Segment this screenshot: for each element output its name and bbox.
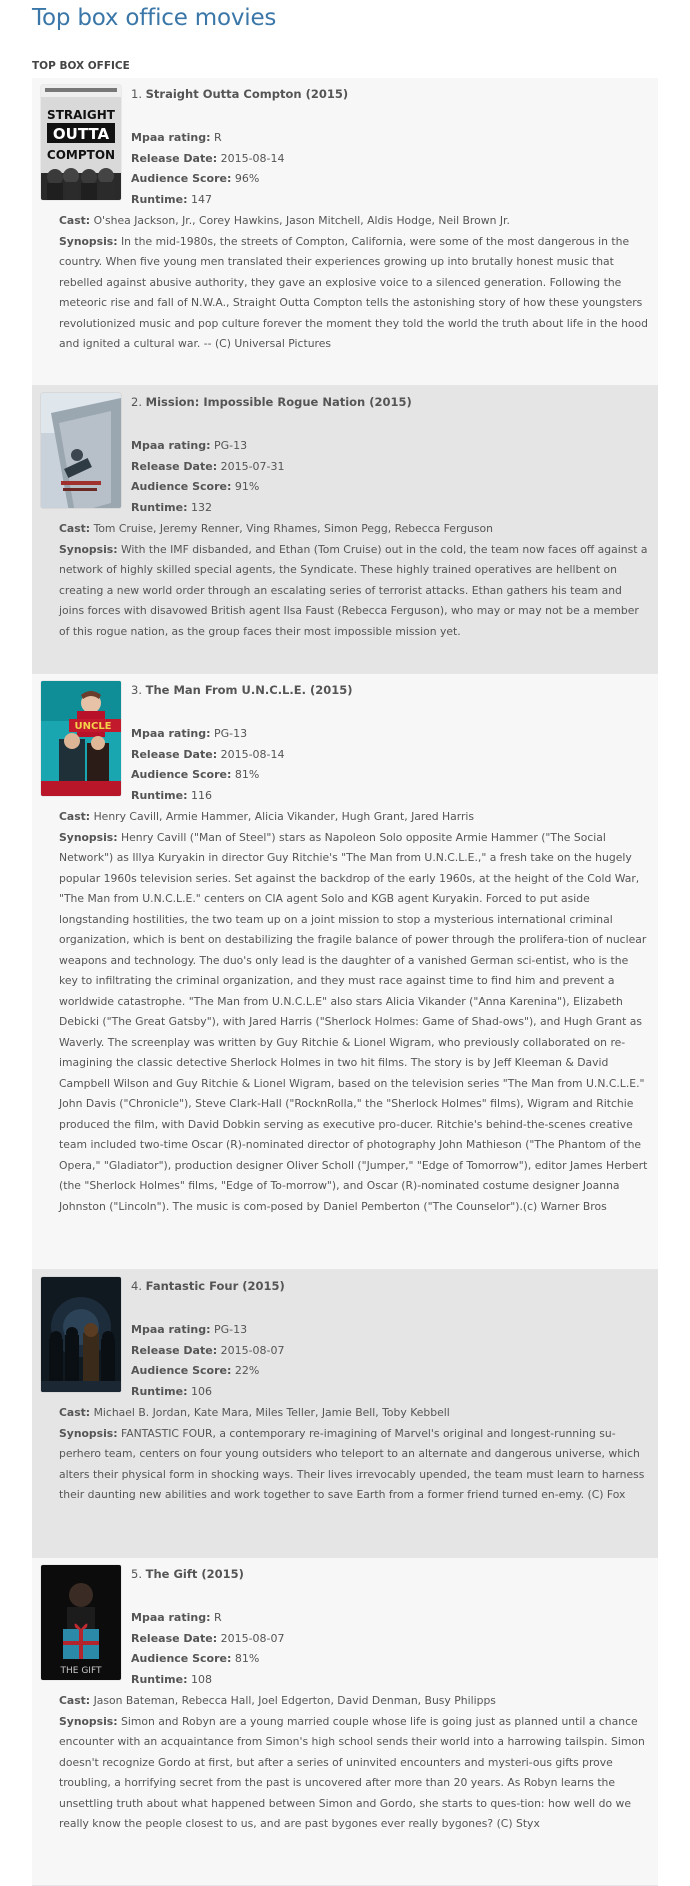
mpaa-rating: Mpaa rating: R bbox=[131, 131, 222, 144]
movie-rank: 3. bbox=[131, 683, 142, 697]
movie-poster-image[interactable] bbox=[41, 1277, 121, 1392]
movie-item bbox=[32, 78, 658, 386]
release-date: Release Date: 2015-08-07 bbox=[131, 1343, 285, 1357]
runtime: Runtime: 132 bbox=[131, 500, 212, 514]
movie-item bbox=[32, 1558, 658, 1886]
movie-rank: 5. bbox=[131, 1567, 142, 1581]
movie-title[interactable] bbox=[131, 1278, 285, 1295]
movie-poster-image[interactable] bbox=[41, 681, 121, 796]
movie-poster-image[interactable] bbox=[41, 85, 121, 200]
movie-details bbox=[59, 1403, 650, 1506]
poster-title-line-1: STRAIGHT bbox=[47, 108, 115, 122]
release-date: Release Date: 2015-08-14 bbox=[131, 747, 285, 761]
movie-name: Straight Outta Compton (2015) bbox=[145, 87, 349, 101]
movie-rank: 1. bbox=[131, 87, 142, 101]
runtime: Runtime: 116 bbox=[131, 788, 212, 802]
movie-item bbox=[32, 1270, 658, 1558]
runtime: Runtime: 147 bbox=[131, 192, 212, 206]
release-date: Release Date: 2015-08-07 bbox=[131, 1631, 285, 1645]
movie-poster-image[interactable] bbox=[41, 393, 121, 508]
movie-facts bbox=[131, 1608, 285, 1690]
poster-title: THE GIFT bbox=[60, 1666, 102, 1676]
movie-facts bbox=[131, 1320, 285, 1402]
audience-score: Audience Score: 91% bbox=[131, 480, 260, 493]
movie-name: The Gift (2015) bbox=[145, 1567, 244, 1581]
page-title: Top box office movies bbox=[32, 5, 277, 31]
audience-score: Audience Score: 81% bbox=[131, 1652, 260, 1665]
movie-title[interactable] bbox=[131, 1566, 244, 1583]
movie-facts bbox=[131, 128, 285, 210]
cast: Cast: Jason Bateman, Rebecca Hall, Joel Edgerton, David Denman, Busy Philipps bbox=[59, 1694, 496, 1707]
release-date: Release Date: 2015-07-31 bbox=[131, 459, 285, 473]
poster-title: UNCLE bbox=[74, 721, 112, 732]
movie-details bbox=[59, 519, 650, 642]
runtime: Runtime: 106 bbox=[131, 1384, 212, 1398]
mpaa-rating: Mpaa rating: PG-13 bbox=[131, 439, 248, 452]
movie-title[interactable] bbox=[131, 86, 348, 103]
synopsis: Synopsis: Henry Cavill ("Man of Steel") stars as Napoleon Solo opposite Armie Hammer ("The Social Network") as Illya Kuryakin in director Guy Ritchie's "The Man from U.N.C.L.E.," a fresh take on the hugely popular 1960s television series. Set against the backdrop of the early 1960s, at the height of the Cold War, "The Man from U.N.C.L.E." centers on CIA agent Solo and KGB agent Kuryakin. Forced to put aside longstanding hostilities, the two team up on a joint mission to stop a mysterious international criminal organization, which is bent on destabilizing the fragile balance of power through the prolifera-tion of nuclear weapons and technology. The duo's only lead is the daughter of a vanished German sci-entist, who is the key to infiltrating the criminal organization, and they must race against time to find him and prevent a worldwide catastrophe. "The Man from U.N.C.L.E" also stars Alicia Vikander ("Anna Karenina"), Elizabeth Debicki ("The Great Gatsby"), with Jared Harris ("Sherlock Holmes: Game of Shad-ows"), and Hugh Grant as Waverly. The screenplay was written by Guy Ritchie & Lionel Wigram, who previously collaborated on re-imagining the classic detective Sherlock Holmes in two hit films. The story is by Jeff Kleeman & David Campbell Wilson and Guy Ritchie & Lionel Wigram, based on the television series "The Man from U.N.C.L.E." John Davis ("Chronicle"), Steve Clark-Hall ("RocknRolla," the "Sherlock Holmes" films), Wigram and Ritchie produced the film, with David Dobkin serving as executive pro-ducer. Ritchie's behind-the-scenes creative team included two-time Oscar (R)-nominated director of photography John Mathieson ("The Phantom of the Opera," "Gladiator"), production designer Oliver Scholl ("Jumper," "Edge of Tomorrow"), editor James Herbert (the "Sherlock Holmes" films, "Edge of To-morrow"), and Oscar (R)-nominated costume designer Joanna Johnston ("Lincoln"). The music is com-posed by Daniel Pemberton ("The Counselor").(c) Warner Bros bbox=[59, 830, 648, 1213]
movie-name: The Man From U.N.C.L.E. (2015) bbox=[145, 683, 353, 697]
cast: Cast: O'shea Jackson, Jr., Corey Hawkins, Jason Mitchell, Aldis Hodge, Neil Brown Jr. bbox=[59, 214, 510, 227]
movie-rank: 4. bbox=[131, 1279, 142, 1293]
mpaa-rating: Mpaa rating: R bbox=[131, 1611, 222, 1624]
section-title: TOP BOX OFFICE bbox=[32, 58, 658, 79]
movie-facts bbox=[131, 436, 285, 518]
movie-item bbox=[32, 674, 658, 1270]
release-date: Release Date: 2015-08-14 bbox=[131, 151, 285, 165]
movie-details bbox=[59, 1691, 650, 1835]
mpaa-rating: Mpaa rating: PG-13 bbox=[131, 1323, 248, 1336]
audience-score: Audience Score: 81% bbox=[131, 768, 260, 781]
movie-name: Fantastic Four (2015) bbox=[145, 1279, 285, 1293]
movie-rank: 2. bbox=[131, 395, 142, 409]
movie-details bbox=[59, 211, 650, 355]
synopsis: Synopsis: With the IMF disbanded, and Ethan (Tom Cruise) out in the cold, the team now faces off against a network of highly skilled special agents, the Syndicate. These highly trained operatives are hellbent on creating a new world order through an escalating series of terrorist attacks. Ethan gathers his team and joins forces with disavowed British agent Ilsa Faust (Rebecca Ferguson), who may or may not be a member of this rogue nation, as the group faces their most impossible mission yet. bbox=[59, 542, 648, 638]
cast: Cast: Henry Cavill, Armie Hammer, Alicia Vikander, Hugh Grant, Jared Harris bbox=[59, 810, 475, 823]
movie-poster-image[interactable] bbox=[41, 1565, 121, 1680]
movie-details bbox=[59, 807, 650, 1217]
cast: Cast: Michael B. Jordan, Kate Mara, Miles Teller, Jamie Bell, Toby Kebbell bbox=[59, 1406, 450, 1419]
movie-facts bbox=[131, 724, 285, 806]
cast: Cast: Tom Cruise, Jeremy Renner, Ving Rhames, Simon Pegg, Rebecca Ferguson bbox=[59, 522, 493, 535]
poster-title-line-2: OUTTA bbox=[52, 125, 110, 143]
poster-title-line-3: COMPTON bbox=[46, 148, 116, 162]
movie-item bbox=[32, 386, 658, 674]
movie-title[interactable] bbox=[131, 682, 353, 699]
audience-score: Audience Score: 22% bbox=[131, 1364, 260, 1377]
runtime: Runtime: 108 bbox=[131, 1672, 212, 1686]
synopsis: Synopsis: In the mid-1980s, the streets of Compton, California, were some of the most dangerous in the country. When five young men translated their experiences growing up into brutally honest music that rebelled against abusive authority, they gave an explosive voice to a silenced generation. Following the meteoric rise and fall of N.W.A., Straight Outta Compton tells the astonishing story of how these youngsters revolutionized music and pop culture forever the moment they told the world the truth about life in the hood and ignited a cultural war. -- (C) Universal Pictures bbox=[59, 234, 648, 350]
synopsis: Synopsis: Simon and Robyn are a young married couple whose life is going just as planned until a chance encounter with an acquaintance from Simon's high school sends their world into a harrowing tailspin. Simon doesn't recognize Gordo at first, but after a series of uninvited encounters and mysteri-ous gifts prove troubling, a horrifying secret from the past is uncovered after more than 20 years. As Robyn learns the unsettling truth about what happened between Simon and Gordo, she starts to ques-tion: how well do we really know the people closest to us, and are past bygones ever really bygones? (C) Styx bbox=[59, 1714, 645, 1830]
movie-title[interactable] bbox=[131, 394, 412, 411]
mpaa-rating: Mpaa rating: PG-13 bbox=[131, 727, 248, 740]
audience-score: Audience Score: 96% bbox=[131, 172, 260, 185]
synopsis: Synopsis: FANTASTIC FOUR, a contemporary re-imagining of Marvel's original and longest-running su-perhero team, centers on four young outsiders who teleport to an alternate and dangerous universe, which alters their physical form in shocking ways. Their lives irrevocably upended, the team must learn to harness their daunting new abilities and work together to save Earth from a former friend turned en-emy. (C) Fox bbox=[59, 1426, 645, 1501]
movie-name: Mission: Impossible Rogue Nation (2015) bbox=[145, 395, 412, 409]
